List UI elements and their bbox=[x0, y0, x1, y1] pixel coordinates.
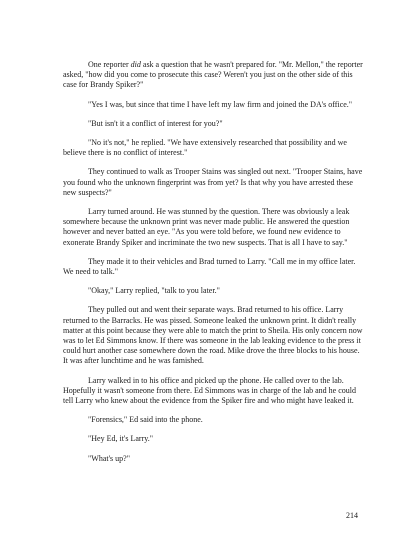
paragraph: They pulled out and went their separate ways. Brad returned to his office. Larry returned to the Barracks. He was pissed. Someone leaked the unknown print. It didn't really matter at this point because they were able to match the print to Sheila. His only concern now was to let Ed Simmons know. If there was someone in the lab leaking evidence to the press it could hurt another case somewhere down the road. Mike drove the three blocks to his house. It was after lunchtime and he was famished. bbox=[63, 305, 363, 366]
paragraph: "Yes I was, but since that time I have left my law firm and joined the DA's office." bbox=[88, 99, 353, 109]
paragraph: Larry walked in to his office and picked up the phone. He called over to the lab. Hopefully it wasn't someone from there. Ed Simmons was in charge of the lab and he could tell Larry who knew about the evidence from the Spiker fire and who might have leaked it. bbox=[63, 375, 357, 406]
paragraph: "Okay," Larry replied, "talk to you later." bbox=[88, 286, 220, 296]
paragraph: One reporter did ask a question that he wasn't prepared for. "Mr. Mellon," the reporter asked, "how did you come to prosecute this case? Weren't you just on the other side of this case for Brandy Spiker?" bbox=[63, 60, 363, 90]
paragraph: They continued to walk as Trooper Stains was singled out next. "Trooper Stains, have you found who the unknown fingerprint was from yet? Is that why you have arrested these new suspects?" bbox=[63, 167, 363, 197]
paragraph: "Hey Ed, it's Larry." bbox=[88, 434, 153, 444]
paragraph: "But isn't it a conflict of interest for you?" bbox=[88, 118, 223, 128]
paragraph: "No it's not," he replied. "We have extensively researched that possibility and we believe there is no conflict of interest." bbox=[63, 138, 347, 158]
body-text bbox=[63, 60, 365, 473]
emphasized-word: did bbox=[130, 60, 141, 69]
paragraph: "Forensics," Ed said into the phone. bbox=[88, 415, 203, 425]
paragraph: Larry turned around. He was stunned by the question. There was obviously a leak somewhere because the unknown print was never made public. He answered the question however and never batted an eye. "As you were told before, we found new evidence to exonerate Brandy Spiker and incriminate the two new suspects. That is all I have to say." bbox=[63, 207, 350, 247]
paragraph: They made it to their vehicles and Brad turned to Larry. "Call me in my office later. We need to talk." bbox=[63, 256, 356, 277]
page-number: 214 bbox=[346, 511, 358, 520]
paragraph: "What's up?" bbox=[88, 453, 130, 463]
